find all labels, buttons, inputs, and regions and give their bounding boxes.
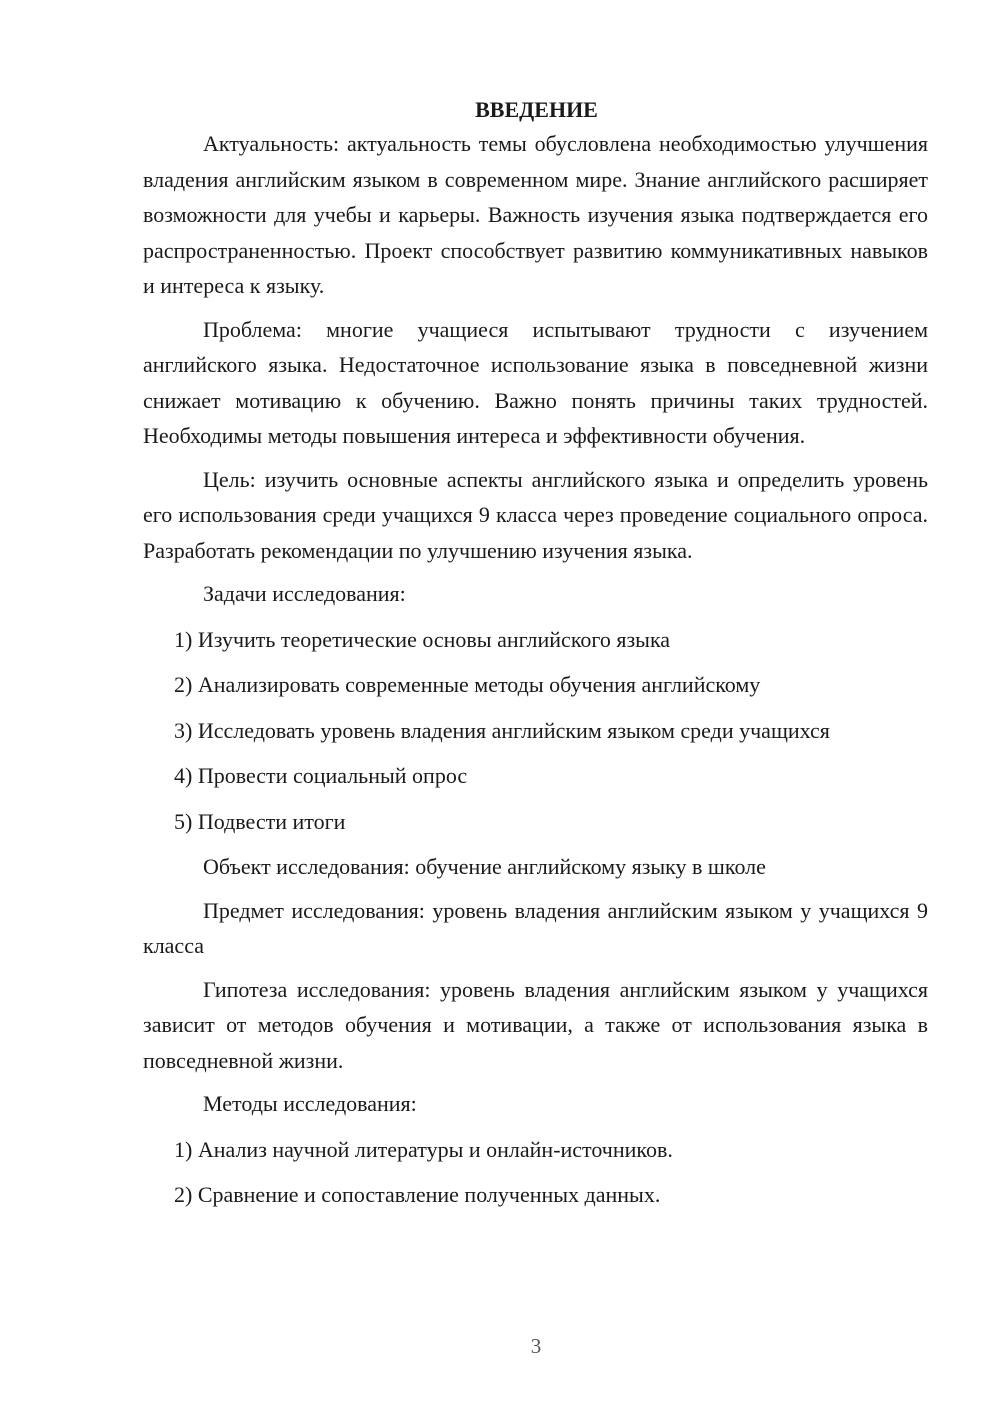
list-item: 2) Анализировать современные методы обучения английскому xyxy=(174,672,761,697)
tasks-title: Задачи исследования: xyxy=(203,581,406,606)
methods-list xyxy=(143,1132,928,1213)
problem-paragraph: Проблема: многие учащиеся испытывают трудности с изучением английского языка. Недостаточное использование языка в повседневной жизни снижает мотивацию к обучению. Важно понять причины таких трудностей. Необходимы методы повышения интереса и эффективности обучения. xyxy=(143,316,928,448)
list-item: 4) Провести социальный опрос xyxy=(174,763,468,788)
list-item: 1) Изучить теоретические основы английского языка xyxy=(174,626,671,652)
list-item: 5) Подвести итоги xyxy=(174,808,346,834)
section-heading: ВВЕДЕНИЕ xyxy=(475,97,598,122)
list-item: 1) Анализ научной литературы и онлайн-источников. xyxy=(174,1136,673,1162)
page-number: 3 xyxy=(530,1334,542,1358)
object-paragraph: Объект исследования: обучение английскому языку в школе xyxy=(203,854,766,879)
tasks-list xyxy=(143,622,928,840)
list-item: 2) Сравнение и сопоставление полученных данных. xyxy=(174,1182,661,1207)
page-content xyxy=(143,93,928,1213)
subject-paragraph: Предмет исследования: уровень владения английским языком у учащихся 9 класса xyxy=(143,897,928,958)
goal-paragraph: Цель: изучить основные аспекты английского языка и определить уровень его использования среди учащихся 9 класса через проведение социального опроса. Разработать рекомендации по улучшению изучения языка. xyxy=(143,466,928,563)
methods-title: Методы исследования: xyxy=(203,1091,417,1116)
hypothesis-paragraph: Гипотеза исследования: уровень владения английским языком у учащихся зависит от методов обучения и мотивации, а также от использования языка в повседневной жизни. xyxy=(143,976,928,1073)
relevance-paragraph: Актуальность: актуальность темы обусловлена необходимостью улучшения владения английским языком в современном мире. Знание английского расширяет возможности для учебы и карьеры. Важность изучения языка подтверждается его распространенностью. Проект способствует развитию коммуникативных навыков и интереса к языку. xyxy=(143,131,928,298)
list-item: 3) Исследовать уровень владения английским языком среди учащихся xyxy=(174,717,830,743)
